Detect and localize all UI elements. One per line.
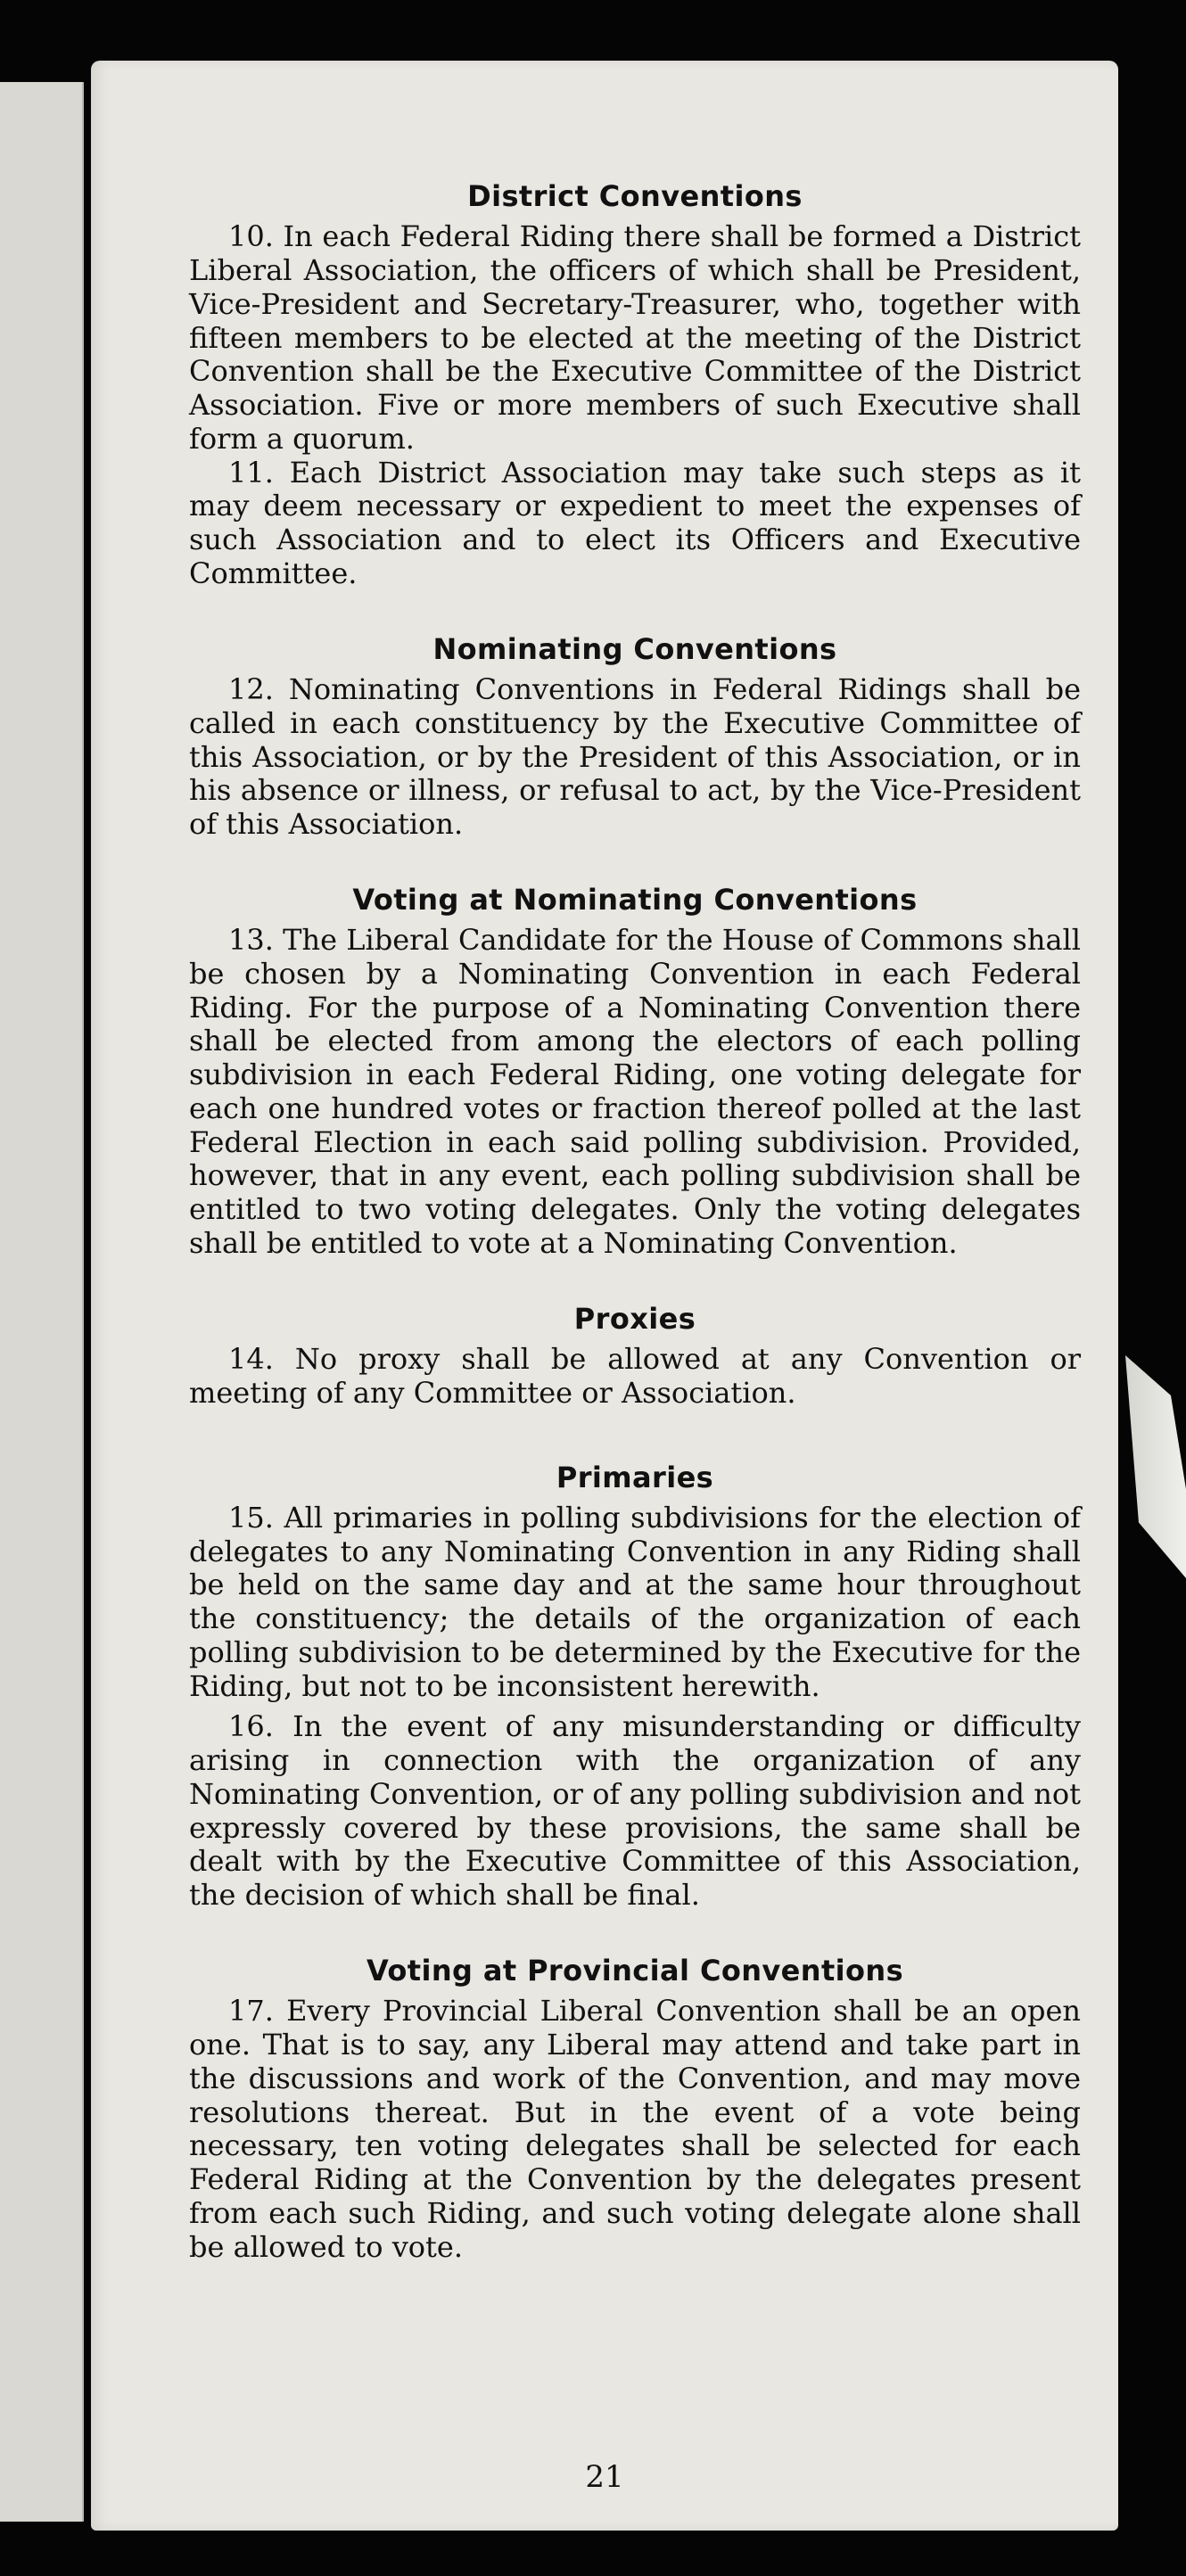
page-corner-fold [1125, 1355, 1186, 1578]
paragraph-15: 15. All primaries in polling subdivisions for the election of delegates to any Nominating Convention in any Riding shall be held on the same day and at the same hour throughout the constituency; the details of the organization of each polling subdivision to be determined by the Executive for the Riding, but not to be inconsistent herewith. [189, 1500, 1081, 1703]
page-number: 21 [585, 2459, 624, 2495]
page-content [189, 179, 1081, 2264]
section-heading-nominating-conventions: Nominating Conventions [432, 631, 837, 666]
paragraph-11: 11. Each District Association may take such steps as it may deem necessary or expedient to meet the expenses of such Association and to elect its Officers and Executive Committee. [189, 455, 1081, 590]
section-heading-voting-at-nominating-conventions: Voting at Nominating Conventions [352, 882, 918, 917]
paragraph-10: 10. In each Federal Riding there shall be formed a District Liberal Association, the officers of which shall be President, Vice-President and Secretary-Treasurer, who, together with fifteen members to be elected at the meeting of the District Convention shall be the Executive Committee of the District Association. Five or more members of such Executive shall form a quorum. [189, 219, 1081, 456]
paragraph-17: 17. Every Provincial Liberal Convention shall be an open one. That is to say, any Liberal may attend and take part in the discussions and work of the Convention, and may move resolutions thereat. But in the event of a vote being necessary, ten voting delegates shall be selected for each Federal Riding at the Convention by the delegates present from each such Riding, and such voting delegate alone shall be allowed to vote. [189, 1994, 1081, 2264]
paragraph-14: 14. No proxy shall be allowed at any Convention or meeting of any Committee or Association. [189, 1342, 1081, 1410]
paragraph-16: 16. In the event of any misunderstanding or difficulty arising in connection with the organization of any Nominating Convention, or of any polling subdivision and not expressly covered by these provisions, the same shall be dealt with by the Executive Committee of this Association, the decision of which shall be final. [189, 1709, 1081, 1913]
section-heading-proxies: Proxies [573, 1301, 696, 1336]
section-heading-voting-at-provincial-conventions: Voting at Provincial Conventions [366, 1953, 904, 1988]
paragraph-12: 12. Nominating Conventions in Federal Ridings shall be called in each constituency by the Executive Committee of this Association, or by the President of this Association, or in his absence or illness, or refusal to act, by the Vice-President of this Association. [189, 672, 1081, 842]
section-heading-district-conventions: District Conventions [467, 179, 803, 213]
left-page-edge [0, 82, 84, 2522]
section-heading-primaries: Primaries [556, 1460, 714, 1494]
paragraph-13: 13. The Liberal Candidate for the House of Commons shall be chosen by a Nominating Convention in each Federal Riding. For the purpose of a Nominating Convention there shall be elected from among the electors of each polling subdivision in each Federal Riding, one voting delegate for each one hundred votes or fraction thereof polled at the last Federal Election in each said polling subdivision. Provided, however, that in any event, each polling subdivision shall be entitled to two voting delegates. Only the voting delegates shall be entitled to vote at a Nominating Convention. [189, 923, 1081, 1260]
document-page [91, 61, 1118, 2531]
